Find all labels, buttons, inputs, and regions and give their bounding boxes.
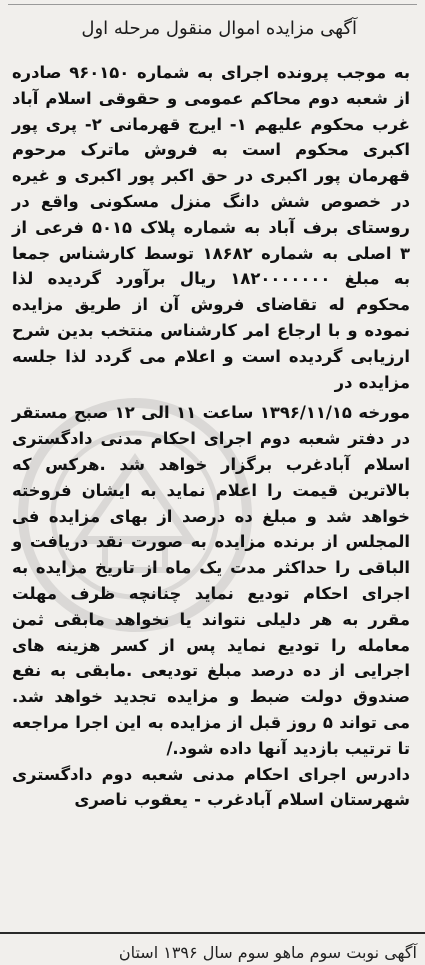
notice-signature: دادرس اجرای احکام مدنی شعبه دوم دادگستری شهرستان اسلام آبادغرب - یعقوب ناصری [12,764,410,810]
next-ad-heading: آگهی نوبت سوم ماهو سوم سال ۱۳۹۶ استان [118,943,417,962]
notice-paragraph-2: مورخه ۱۳۹۶/۱۱/۱۵ ساعت ۱۱ الی ۱۲ صبح مستقر در دفتر شعبه دوم اجرای احکام مدنی دادگستری اسلام آبادغرب برگزار خواهد شد .هرکس که بالاترین قیمت را اعلام نماید به ایشان فروخته خواهد شد و مبلغ ده درصد از بهای مزایده فی المجلس از برنده مزایده به صورت نقد دریافت و الباقی را حداکثر مدت یک ماه از تاریخ مزایده به اجرای احکام تودیع نماید چنانچه ظرف مهلت مقرر به هر دلیلی نتواند یا نخواهد مابقی ثمن معامله را تودیع نماید پس از کسر هزینه های اجرایی از ده درصد مبلغ تودیعی .مابقی به نفع صندوق دولت ضبط و مزایده تجدید خواهد شد. می تواند ۵ روز قبل از مزایده به این اجرا مراجعه تا ترتیب بازدید آنها داده شود./ [12,403,410,758]
notice-body [12,60,410,813]
bottom-divider [0,932,425,934]
notice-title: آگهی مزایده اموال منقول مرحله اول [81,18,357,39]
notice-paragraph-1: به موجب پرونده اجرای به شماره ۹۶۰۱۵۰ صادره از شعبه دوم محاکم عمومی و حقوقی اسلام آباد غرب محکوم علیهم ۱- ایرج قهرمانی ۲- پری پور اکبری محکوم است به فروش ماترک مرحوم قهرمان پور اکبری در حق اکبر پور اکبری و غیره در خصوص شش دانگ منزل مسکونی واقع در روستای برف آباد به شماره پلاک ۵۰۱۵ فرعی از ۳ اصلی به شماره ۱۸۶۸۲ توسط کارشناس جمعا به مبلغ ۱۸۲۰۰۰۰۰۰۰ ریال برآورد گردیده لذا محکوم له تقاضای فروش آن از طریق مزایده نموده و با ارجاع امر کارشناس منتخب بدین شرح ارزیابی گردیده است و اعلام می گردد لذا جلسه مزایده در [12,63,411,392]
top-divider [8,4,417,5]
